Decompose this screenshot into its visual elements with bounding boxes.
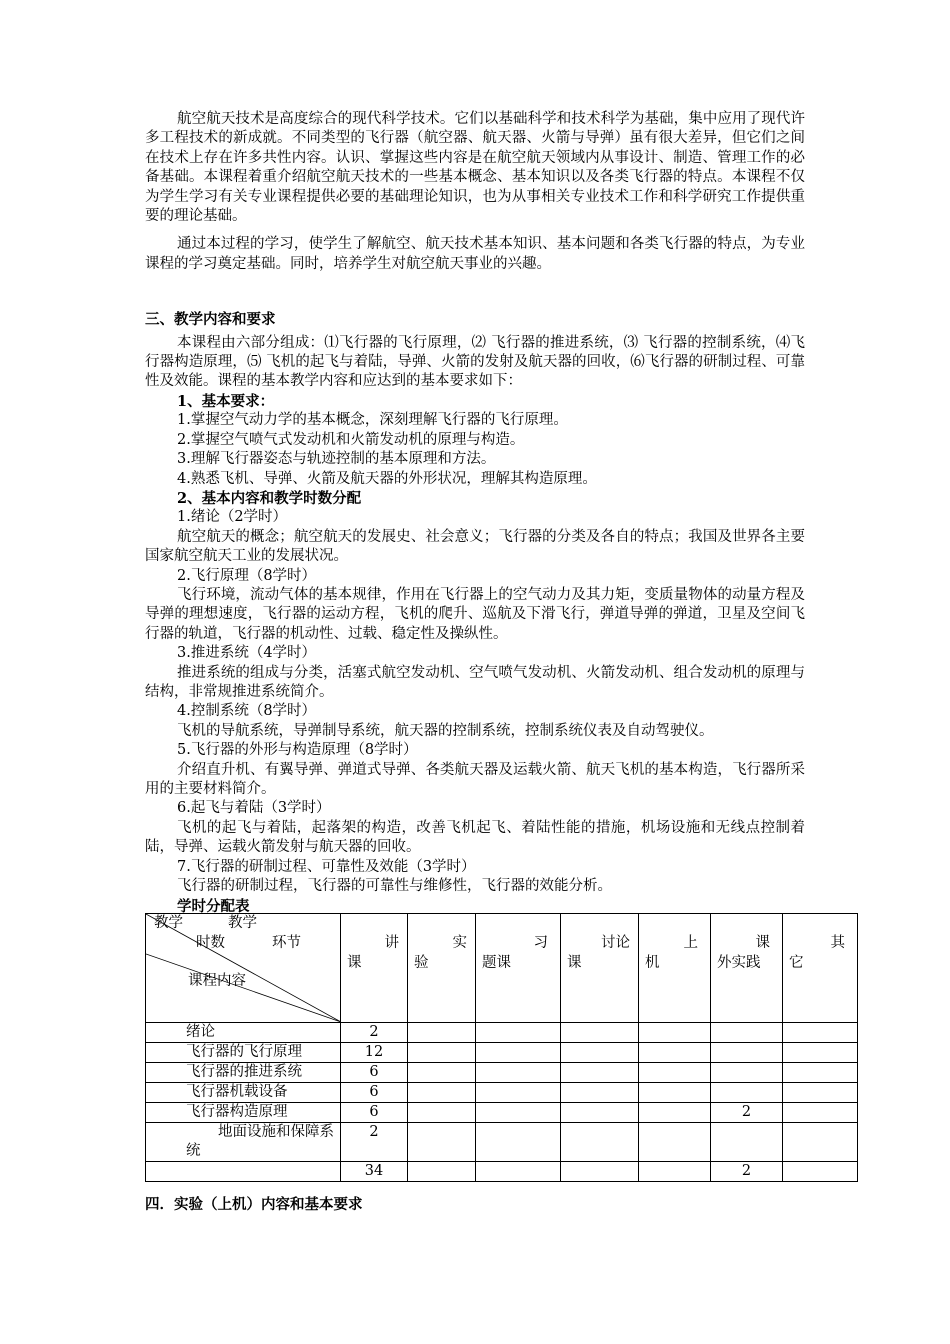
topic-title: 5.飞行器的外形与构造原理（8学时） xyxy=(177,742,418,759)
content-hours-heading: 2、基本内容和教学时数分配 xyxy=(177,489,362,507)
table-row xyxy=(146,1023,858,1043)
corner-label: 环节 xyxy=(272,935,301,951)
row-hours-cell xyxy=(561,1063,639,1083)
row-hours-cell: 6 xyxy=(341,1063,408,1083)
column-header: 课 外实践 xyxy=(711,914,783,1023)
row-hours-cell xyxy=(783,1063,858,1083)
row-hours-cell: 2 xyxy=(711,1103,783,1123)
row-hours-cell xyxy=(408,1123,476,1162)
section-4-heading: 四．实验（上机）内容和基本要求 xyxy=(145,1196,363,1213)
row-hours-cell xyxy=(561,1162,639,1182)
table-row xyxy=(146,1123,858,1162)
row-hours-cell xyxy=(476,1083,561,1103)
topic-body: 航空航天的概念；航空航天的发展史、社会意义；飞行器的分类及各自的特点；我国及世界各主要国家航空航天工业的发展状况。 xyxy=(145,528,805,565)
row-hours-cell xyxy=(783,1023,858,1043)
row-hours-cell xyxy=(561,1023,639,1043)
intro-paragraph-1: 航空航天技术是高度综合的现代科学技术。它们以基础科学和技术科学为基础，集中应用了现代许多工程技术的新成就。不同类型的飞行器（航空器、航天器、火箭与导弹）虽有很大差异，但它们之间在技术上存在许多共性内容。认识、掌握这些内容是在航空航天领域内从事设计、制造、管理工作的必备基础。本课程着重介绍航空航天技术的一些基本概念、基本知识以及各类飞行器的特点。本课程不仅为学生学习有关专业课程提供必要的基础理论知识，也为从事相关专业技术工作和科学研究工作提供重要的理论基础。 xyxy=(145,111,805,225)
corner-label: 教学 xyxy=(228,915,257,931)
row-hours-cell xyxy=(711,1063,783,1083)
table-header-row xyxy=(146,914,858,1023)
topic-body: 推进系统的组成与分类，活塞式航空发动机、空气喷气发动机、火箭发动机、组合发动机的原理与结构，非常规推进系统简介。 xyxy=(145,664,805,700)
topic-body: 飞行器的研制过程，飞行器的可靠性与维修性，飞行器的效能分析。 xyxy=(177,878,612,895)
row-hours-cell: 34 xyxy=(341,1162,408,1182)
table-row xyxy=(146,1083,858,1103)
row-hours-cell xyxy=(639,1123,711,1162)
column-header: 讲 课 xyxy=(341,914,408,1023)
table-row xyxy=(146,1063,858,1083)
basic-requirements-heading: 1、基本要求： xyxy=(177,392,275,410)
column-header: 习 题课 xyxy=(476,914,561,1023)
row-hours-cell xyxy=(711,1023,783,1043)
row-hours-cell xyxy=(561,1083,639,1103)
hours-allocation-table xyxy=(145,913,858,1182)
row-course-name: 绪论 xyxy=(146,1023,341,1043)
topic-title: 2.飞行原理（8学时） xyxy=(177,567,317,584)
row-hours-cell xyxy=(561,1043,639,1063)
row-hours-cell xyxy=(783,1123,858,1162)
requirement-item: 2.掌握空气喷气式发动机和火箭发动机的原理与构造。 xyxy=(177,431,525,448)
row-hours-cell xyxy=(783,1043,858,1063)
row-hours-cell xyxy=(476,1162,561,1182)
row-hours-cell xyxy=(639,1103,711,1123)
row-hours-cell xyxy=(408,1023,476,1043)
corner-label: 教学 xyxy=(154,915,183,931)
column-header: 上 机 xyxy=(639,914,711,1023)
row-hours-cell xyxy=(408,1103,476,1123)
row-hours-cell xyxy=(639,1083,711,1103)
requirement-item: 1.掌握空气动力学的基本概念，深刻理解飞行器的飞行原理。 xyxy=(177,412,568,429)
row-course-name: 飞行器的飞行原理 xyxy=(146,1043,341,1063)
row-hours-cell xyxy=(639,1023,711,1043)
section-3-heading: 三、教学内容和要求 xyxy=(145,311,276,329)
topic-body: 飞机的起飞与着陆，起落架的构造，改善飞机起飞、着陆性能的措施，机场设施和无线点控制着陆，导弹、运载火箭发射与航天器的回收。 xyxy=(145,819,805,856)
requirement-item: 4.熟悉飞机、导弹、火箭及航天器的外形状况，理解其构造原理。 xyxy=(177,470,597,487)
row-hours-cell xyxy=(408,1162,476,1182)
row-hours-cell xyxy=(711,1043,783,1063)
section-3-intro: 本课程由六部分组成：⑴飞行器的飞行原理，⑵ 飞行器的推进系统，⑶ 飞行器的控制系统，⑷飞行器构造原理，⑸ 飞机的起飞与着陆，导弹、火箭的发射及航天器的回收，⑹飞行器的研制过程、可靠性及效能。课程的基本教学内容和应达到的基本要求如下： xyxy=(145,334,805,390)
row-hours-cell: 6 xyxy=(341,1083,408,1103)
row-hours-cell xyxy=(783,1083,858,1103)
row-course-name: 飞行器机载设备 xyxy=(146,1083,341,1103)
row-course-name xyxy=(146,1162,341,1182)
row-hours-cell xyxy=(476,1103,561,1123)
topic-body: 介绍直升机、有翼导弹、弹道式导弹、各类航天器及运载火箭、航天飞机的基本构造，飞行器所采用的主要材料简介。 xyxy=(145,761,805,797)
topic-title: 3.推进系统（4学时） xyxy=(177,645,317,662)
table-caption: 学时分配表 xyxy=(177,898,250,915)
topic-title: 7.飞行器的研制过程、可靠性及效能（3学时） xyxy=(177,858,476,875)
topic-body: 飞行环境，流动气体的基本规律，作用在飞行器上的空气动力及其力矩，变质量物体的动量方程及导弹的理想速度，飞行器的运动方程，飞机的爬升、巡航及下滑飞行，弹道导弹的弹道，卫星及空间飞行器的轨道，飞行器的机动性、过载、稳定性及操纵性。 xyxy=(145,586,805,642)
row-hours-cell xyxy=(476,1043,561,1063)
row-hours-cell xyxy=(408,1043,476,1063)
row-hours-cell xyxy=(561,1123,639,1162)
column-header: 讨论 课 xyxy=(561,914,639,1023)
requirement-item: 3.理解飞行器姿态与轨迹控制的基本原理和方法。 xyxy=(177,451,496,468)
table-corner-cell xyxy=(146,914,341,1023)
table-row xyxy=(146,1103,858,1123)
row-hours-cell xyxy=(783,1162,858,1182)
column-header: 其 它 xyxy=(783,914,858,1023)
row-hours-cell xyxy=(561,1103,639,1123)
row-hours-cell xyxy=(408,1083,476,1103)
topic-body: 飞机的导航系统，导弹制导系统，航天器的控制系统，控制系统仪表及自动驾驶仪。 xyxy=(177,722,714,739)
row-hours-cell: 12 xyxy=(341,1043,408,1063)
topic-title: 1.绪论（2学时） xyxy=(177,509,288,526)
row-course-name: 地面设施和保障系统 xyxy=(146,1123,341,1162)
row-hours-cell: 2 xyxy=(341,1123,408,1162)
row-hours-cell xyxy=(639,1162,711,1182)
table-body xyxy=(146,1023,858,1182)
row-course-name: 飞行器构造原理 xyxy=(146,1103,341,1123)
row-hours-cell xyxy=(711,1123,783,1162)
row-course-name: 飞行器的推进系统 xyxy=(146,1063,341,1083)
intro-paragraph-2: 通过本过程的学习，使学生了解航空、航天技术基本知识、基本问题和各类飞行器的特点，为专业课程的学习奠定基础。同时，培养学生对航空航天事业的兴趣。 xyxy=(145,236,805,272)
document-body xyxy=(145,110,805,896)
row-hours-cell: 2 xyxy=(341,1023,408,1043)
row-hours-cell: 6 xyxy=(341,1103,408,1123)
table-row xyxy=(146,1162,858,1182)
topic-title: 4.控制系统（8学时） xyxy=(177,703,317,720)
topic-title: 6.起飞与着陆（3学时） xyxy=(177,800,331,817)
table-row xyxy=(146,1043,858,1063)
row-hours-cell xyxy=(476,1063,561,1083)
row-hours-cell xyxy=(476,1123,561,1162)
row-hours-cell xyxy=(476,1023,561,1043)
row-hours-cell xyxy=(783,1103,858,1123)
row-hours-cell: 2 xyxy=(711,1162,783,1182)
corner-label: 课程内容 xyxy=(188,973,246,989)
row-hours-cell xyxy=(639,1043,711,1063)
corner-label: 时数 xyxy=(196,935,225,951)
row-hours-cell xyxy=(711,1083,783,1103)
column-header: 实 验 xyxy=(408,914,476,1023)
row-hours-cell xyxy=(408,1063,476,1083)
row-hours-cell xyxy=(639,1063,711,1083)
